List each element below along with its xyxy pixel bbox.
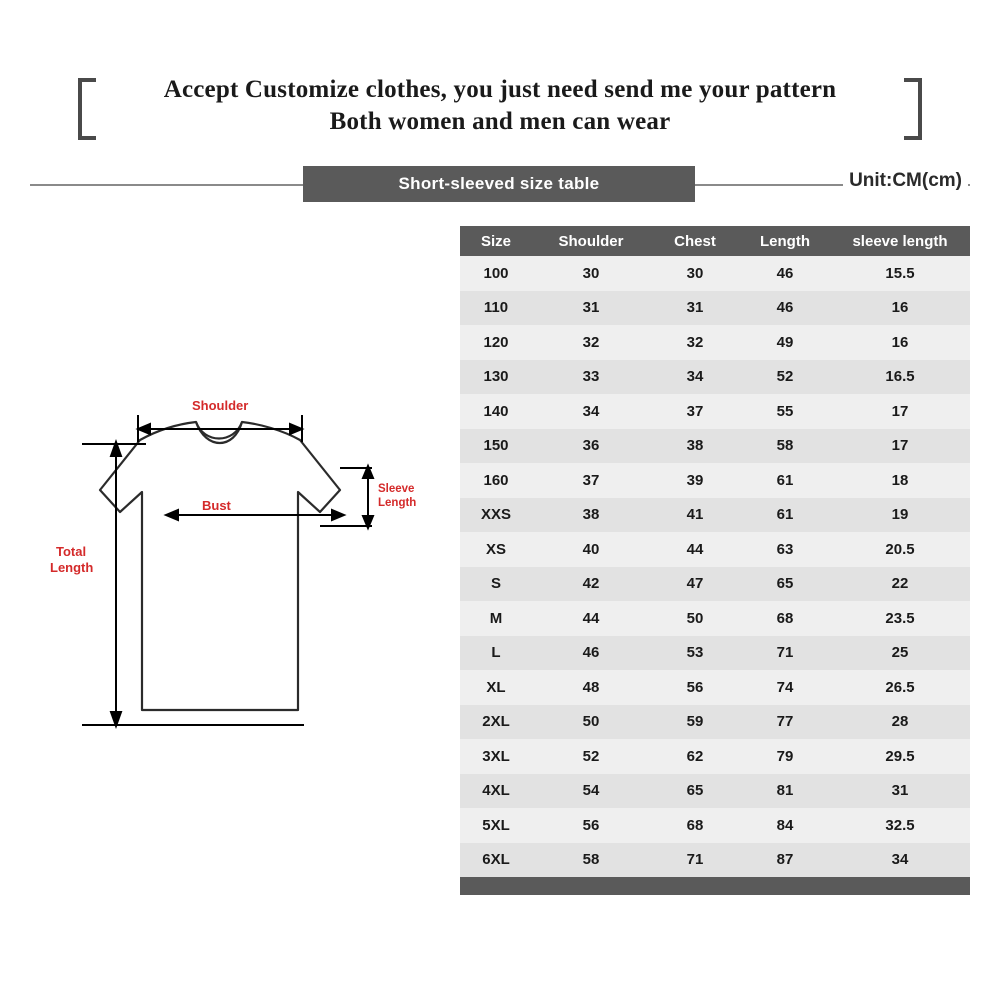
cell-shoulder: 48	[532, 670, 650, 705]
cell-shoulder: 40	[532, 532, 650, 567]
cell-shoulder: 34	[532, 394, 650, 429]
table-row	[460, 532, 970, 567]
cell-size: L	[460, 636, 532, 671]
cell-sleeve-length: 32.5	[830, 808, 970, 843]
cell-sleeve-length: 18	[830, 463, 970, 498]
cell-length: 46	[740, 256, 830, 291]
table-row	[460, 256, 970, 291]
cell-length: 46	[740, 291, 830, 326]
table-header-row	[460, 226, 970, 256]
cell-shoulder: 31	[532, 291, 650, 326]
cell-size: 130	[460, 360, 532, 395]
cell-size: 100	[460, 256, 532, 291]
cell-length: 65	[740, 567, 830, 602]
cell-sleeve-length: 28	[830, 705, 970, 740]
bust-label: Bust	[202, 498, 231, 513]
cell-chest: 30	[650, 256, 740, 291]
bust-measure-arrow	[166, 510, 344, 520]
cell-shoulder: 58	[532, 843, 650, 878]
column-header-length: Length	[740, 226, 830, 256]
table-row	[460, 670, 970, 705]
cell-shoulder: 42	[532, 567, 650, 602]
cell-sleeve-length: 16	[830, 325, 970, 360]
cell-sleeve-length: 19	[830, 498, 970, 533]
table-footer-cell	[460, 877, 970, 895]
header-line-2: Both women and men can wear	[329, 108, 671, 135]
cell-size: 120	[460, 325, 532, 360]
column-header-sleeve-length: sleeve length	[830, 226, 970, 256]
cell-size: XS	[460, 532, 532, 567]
cell-sleeve-length: 20.5	[830, 532, 970, 567]
cell-shoulder: 52	[532, 739, 650, 774]
header-line-1: Accept Customize clothes, you just need send me your pattern	[163, 76, 837, 103]
table-row	[460, 567, 970, 602]
table-row	[460, 463, 970, 498]
cell-length: 63	[740, 532, 830, 567]
cell-size: S	[460, 567, 532, 602]
cell-length: 71	[740, 636, 830, 671]
table-row	[460, 774, 970, 809]
cell-size: M	[460, 601, 532, 636]
table-row	[460, 291, 970, 326]
cell-length: 84	[740, 808, 830, 843]
size-table	[460, 226, 970, 895]
cell-chest: 59	[650, 705, 740, 740]
column-header-shoulder: Shoulder	[532, 226, 650, 256]
unit-label: Unit:CM(cm)	[843, 170, 968, 192]
cell-chest: 38	[650, 429, 740, 464]
table-row	[460, 325, 970, 360]
cell-chest: 68	[650, 808, 740, 843]
cell-size: XL	[460, 670, 532, 705]
cell-length: 55	[740, 394, 830, 429]
cell-chest: 37	[650, 394, 740, 429]
table-row	[460, 705, 970, 740]
cell-sleeve-length: 26.5	[830, 670, 970, 705]
cell-size: 6XL	[460, 843, 532, 878]
cell-chest: 41	[650, 498, 740, 533]
cell-chest: 56	[650, 670, 740, 705]
cell-sleeve-length: 25	[830, 636, 970, 671]
cell-sleeve-length: 29.5	[830, 739, 970, 774]
cell-size: 4XL	[460, 774, 532, 809]
cell-shoulder: 54	[532, 774, 650, 809]
cell-shoulder: 33	[532, 360, 650, 395]
table-row	[460, 843, 970, 878]
cell-chest: 44	[650, 532, 740, 567]
size-table-title: Short-sleeved size table	[303, 166, 695, 202]
cell-chest: 71	[650, 843, 740, 878]
cell-chest: 47	[650, 567, 740, 602]
sleeve-length-label-line1: Sleeve	[378, 483, 415, 495]
cell-chest: 65	[650, 774, 740, 809]
cell-chest: 39	[650, 463, 740, 498]
cell-sleeve-length: 22	[830, 567, 970, 602]
header-text	[92, 74, 908, 138]
column-header-size: Size	[460, 226, 532, 256]
shoulder-label: Shoulder	[192, 398, 249, 413]
cell-shoulder: 38	[532, 498, 650, 533]
cell-sleeve-length: 23.5	[830, 601, 970, 636]
table-row	[460, 601, 970, 636]
cell-length: 58	[740, 429, 830, 464]
cell-shoulder: 46	[532, 636, 650, 671]
table-footer-bar	[460, 877, 970, 895]
cell-length: 61	[740, 498, 830, 533]
table-row	[460, 394, 970, 429]
cell-length: 81	[740, 774, 830, 809]
column-header-chest: Chest	[650, 226, 740, 256]
tshirt-outline-icon	[100, 422, 340, 710]
cell-chest: 62	[650, 739, 740, 774]
cell-shoulder: 56	[532, 808, 650, 843]
cell-chest: 50	[650, 601, 740, 636]
cell-sleeve-length: 17	[830, 394, 970, 429]
cell-sleeve-length: 15.5	[830, 256, 970, 291]
table-row	[460, 360, 970, 395]
cell-size: 150	[460, 429, 532, 464]
cell-chest: 32	[650, 325, 740, 360]
cell-length: 79	[740, 739, 830, 774]
table-row	[460, 636, 970, 671]
cell-shoulder: 32	[532, 325, 650, 360]
table-row	[460, 498, 970, 533]
cell-length: 52	[740, 360, 830, 395]
total-length-label-line2: Length	[50, 560, 94, 575]
cell-size: XXS	[460, 498, 532, 533]
cell-length: 68	[740, 601, 830, 636]
shirt-measurement-diagram	[20, 380, 450, 760]
cell-sleeve-length: 31	[830, 774, 970, 809]
cell-shoulder: 50	[532, 705, 650, 740]
cell-shoulder: 37	[532, 463, 650, 498]
cell-size: 110	[460, 291, 532, 326]
cell-length: 49	[740, 325, 830, 360]
cell-length: 74	[740, 670, 830, 705]
cell-chest: 34	[650, 360, 740, 395]
cell-size: 3XL	[460, 739, 532, 774]
cell-sleeve-length: 34	[830, 843, 970, 878]
cell-length: 87	[740, 843, 830, 878]
cell-shoulder: 36	[532, 429, 650, 464]
cell-size: 2XL	[460, 705, 532, 740]
cell-sleeve-length: 17	[830, 429, 970, 464]
cell-shoulder: 44	[532, 601, 650, 636]
cell-size: 160	[460, 463, 532, 498]
cell-chest: 53	[650, 636, 740, 671]
table-row	[460, 429, 970, 464]
cell-sleeve-length: 16	[830, 291, 970, 326]
cell-shoulder: 30	[532, 256, 650, 291]
total-length-measure-arrow	[82, 442, 304, 726]
table-row	[460, 808, 970, 843]
sleeve-length-label-line2: Length	[378, 497, 417, 509]
total-length-label-line1: Total	[56, 544, 87, 559]
cell-sleeve-length: 16.5	[830, 360, 970, 395]
cell-size: 5XL	[460, 808, 532, 843]
table-row	[460, 739, 970, 774]
cell-size: 140	[460, 394, 532, 429]
cell-length: 61	[740, 463, 830, 498]
cell-length: 77	[740, 705, 830, 740]
header-banner	[78, 78, 922, 140]
cell-chest: 31	[650, 291, 740, 326]
